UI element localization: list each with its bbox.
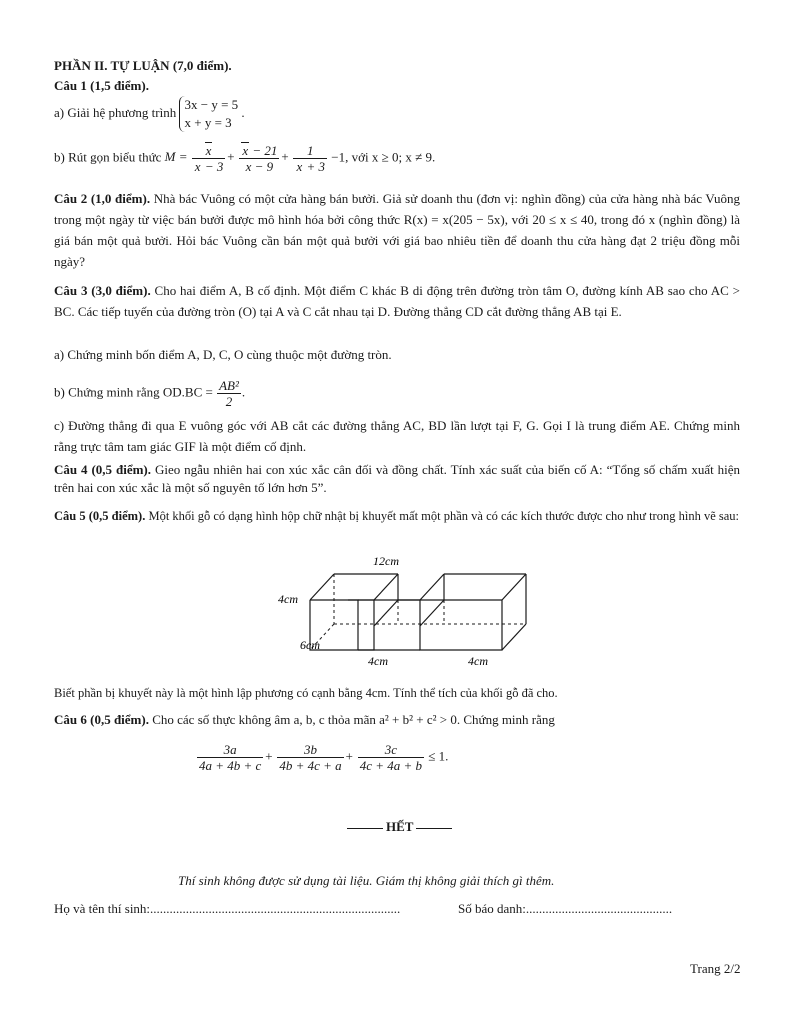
- q6-rhs: ≤ 1.: [428, 748, 449, 764]
- q3-text: Cho hai điểm A, B cố định. Một điểm C khác B di động trên đường tròn tâm O, đường kính AB sao cho AC > BC. Các tiếp tuyến của đường tròn (O) tại A và C cắt nhau tại D. Đường thẳng CD cắt đường thẳng AB tại E.: [54, 283, 740, 319]
- q6-text: Cho các số thực không âm a, b, c thỏa mãn a² + b² + c² > 0. Chứng minh rằng: [152, 712, 555, 727]
- q6-d2: 4b + 4c + a: [279, 758, 342, 773]
- q3-c: c) Đường thẳng đi qua E vuông góc với AB cắt các đường thẳng AC, BD lần lượt tại F, G. Gọi I là trung điểm AE. Chứng minh rằng trực tâm tam giác GIF là một điểm cố định.: [54, 418, 740, 454]
- q6-inequality: $\frac{3a}{4a + 4b + c}$ + $\frac{3b}{4b + 4c + a}$ + $\frac{3c}{4c + 4a + b}$ ≤ 1.: [199, 742, 449, 773]
- end-marker: [344, 819, 455, 835]
- q1-system: [179, 96, 238, 132]
- q5: [54, 507, 740, 525]
- dim-bottom-mid: 4cm: [368, 654, 388, 668]
- q4-text: Gieo ngẫu nhiên hai con xúc xắc cân đối và đồng chất. Tính xác suất của biến cố A: “Tổng số chấm xuất hiện trên hai con xúc xắc là một số nguyên tố lớn hơn 5”.: [54, 462, 741, 495]
- q1-eq2: x + y = 3: [184, 115, 232, 130]
- q3: [54, 280, 740, 322]
- q6-d3: 4c + 4a + b: [359, 758, 423, 773]
- q4-title: Câu 4 (0,5 điểm).: [54, 462, 152, 477]
- q6-title: Câu 6 (0,5 điểm).: [54, 712, 149, 727]
- q4: [54, 461, 740, 497]
- q6-n3: 3c: [358, 742, 424, 758]
- q6-d1: 4a + 4b + c: [199, 758, 262, 773]
- dim-height: 4cm: [278, 592, 298, 606]
- q1-eq1: 3x − y = 5: [184, 97, 239, 112]
- q3-b-den: 2: [225, 394, 233, 409]
- q3-b-num: AB²: [219, 378, 239, 393]
- q1-b-text: b) Rút gọn biểu thức: [54, 149, 162, 165]
- q5-after: Biết phần bị khuyết này là một hình lập phương có cạnh bằng 4cm. Tính thể tích của khối gỗ đã cho.: [54, 686, 558, 700]
- q3-title: Câu 3 (3,0 điểm).: [54, 283, 151, 298]
- q6-n2: 3b: [277, 742, 343, 758]
- page-number: Trang 2/2: [690, 961, 741, 976]
- q1-b: [54, 143, 435, 174]
- dim-depth: 6cm: [300, 638, 320, 652]
- q1-b-cond: −1, với x ≥ 0; x ≠ 9.: [331, 149, 436, 165]
- dim-bottom-right: 4cm: [468, 654, 488, 668]
- wooden-block-figure: [270, 550, 530, 672]
- part-title: PHẦN II. TỰ LUẬN (7,0 điểm).: [54, 58, 232, 73]
- candidate-name-line: Họ và tên thí sinh:.............................................................................: [54, 901, 401, 916]
- q5-title: Câu 5 (0,5 điểm).: [54, 509, 146, 523]
- q3-a: a) Chứng minh bốn điểm A, D, C, O cùng thuộc một đường tròn.: [54, 347, 392, 362]
- exam-note: Thí sinh không được sử dụng tài liệu. Giám thị không giải thích gì thêm.: [178, 873, 555, 888]
- q2-text: Nhà bác Vuông có một cửa hàng bán bưởi. Giả sử doanh thu (đơn vị: nghìn đồng) của cửa hàng nhà bác Vuông trong một ngày từ việc bán bưởi được mô hình hóa bởi công thức R(x) = x(205 − 5x), với 20 ≤ x ≤ 40, trong đó x (nghìn đồng) là giá bán một quả bưởi. Hỏi bác Vuông cần bán một quả bưởi với giá bao nhiêu tiền để doanh thu cửa hàng đạt 2 triệu đồng mỗi ngày?: [54, 191, 740, 269]
- q1-a: a) Giải hệ phương trình 3x − y = 5 x + y = 3 .: [54, 97, 245, 130]
- end-text: HẾT: [386, 819, 414, 834]
- q3-b-text: b) Chứng minh rằng OD.BC =: [54, 384, 213, 400]
- q5-text: Một khối gỗ có dạng hình hộp chữ nhật bị khuyết mất một phần và có các kích thước được cho như trong hình vẽ sau:: [148, 509, 739, 523]
- q2: [54, 188, 740, 272]
- q1-title: Câu 1 (1,5 điểm).: [54, 78, 149, 93]
- q6: [54, 712, 555, 728]
- q6-n1: 3a: [197, 742, 263, 758]
- candidate-number-line: Số báo danh:.............................................: [458, 901, 673, 916]
- dim-top: 12cm: [373, 554, 399, 568]
- q2-title: Câu 2 (1,0 điểm).: [54, 191, 151, 206]
- q3-b: b) Chứng minh rằng OD.BC = $\frac{\text{AB²}}{2}$ .: [54, 378, 246, 409]
- q1-a-text: a) Giải hệ phương trình: [54, 104, 177, 120]
- q1-b-expr: M = $\frac{x}{x - 3}$ + $\frac{x - 21}{x - 9}$ + $\frac{1}{x + 3}$: [164, 143, 326, 174]
